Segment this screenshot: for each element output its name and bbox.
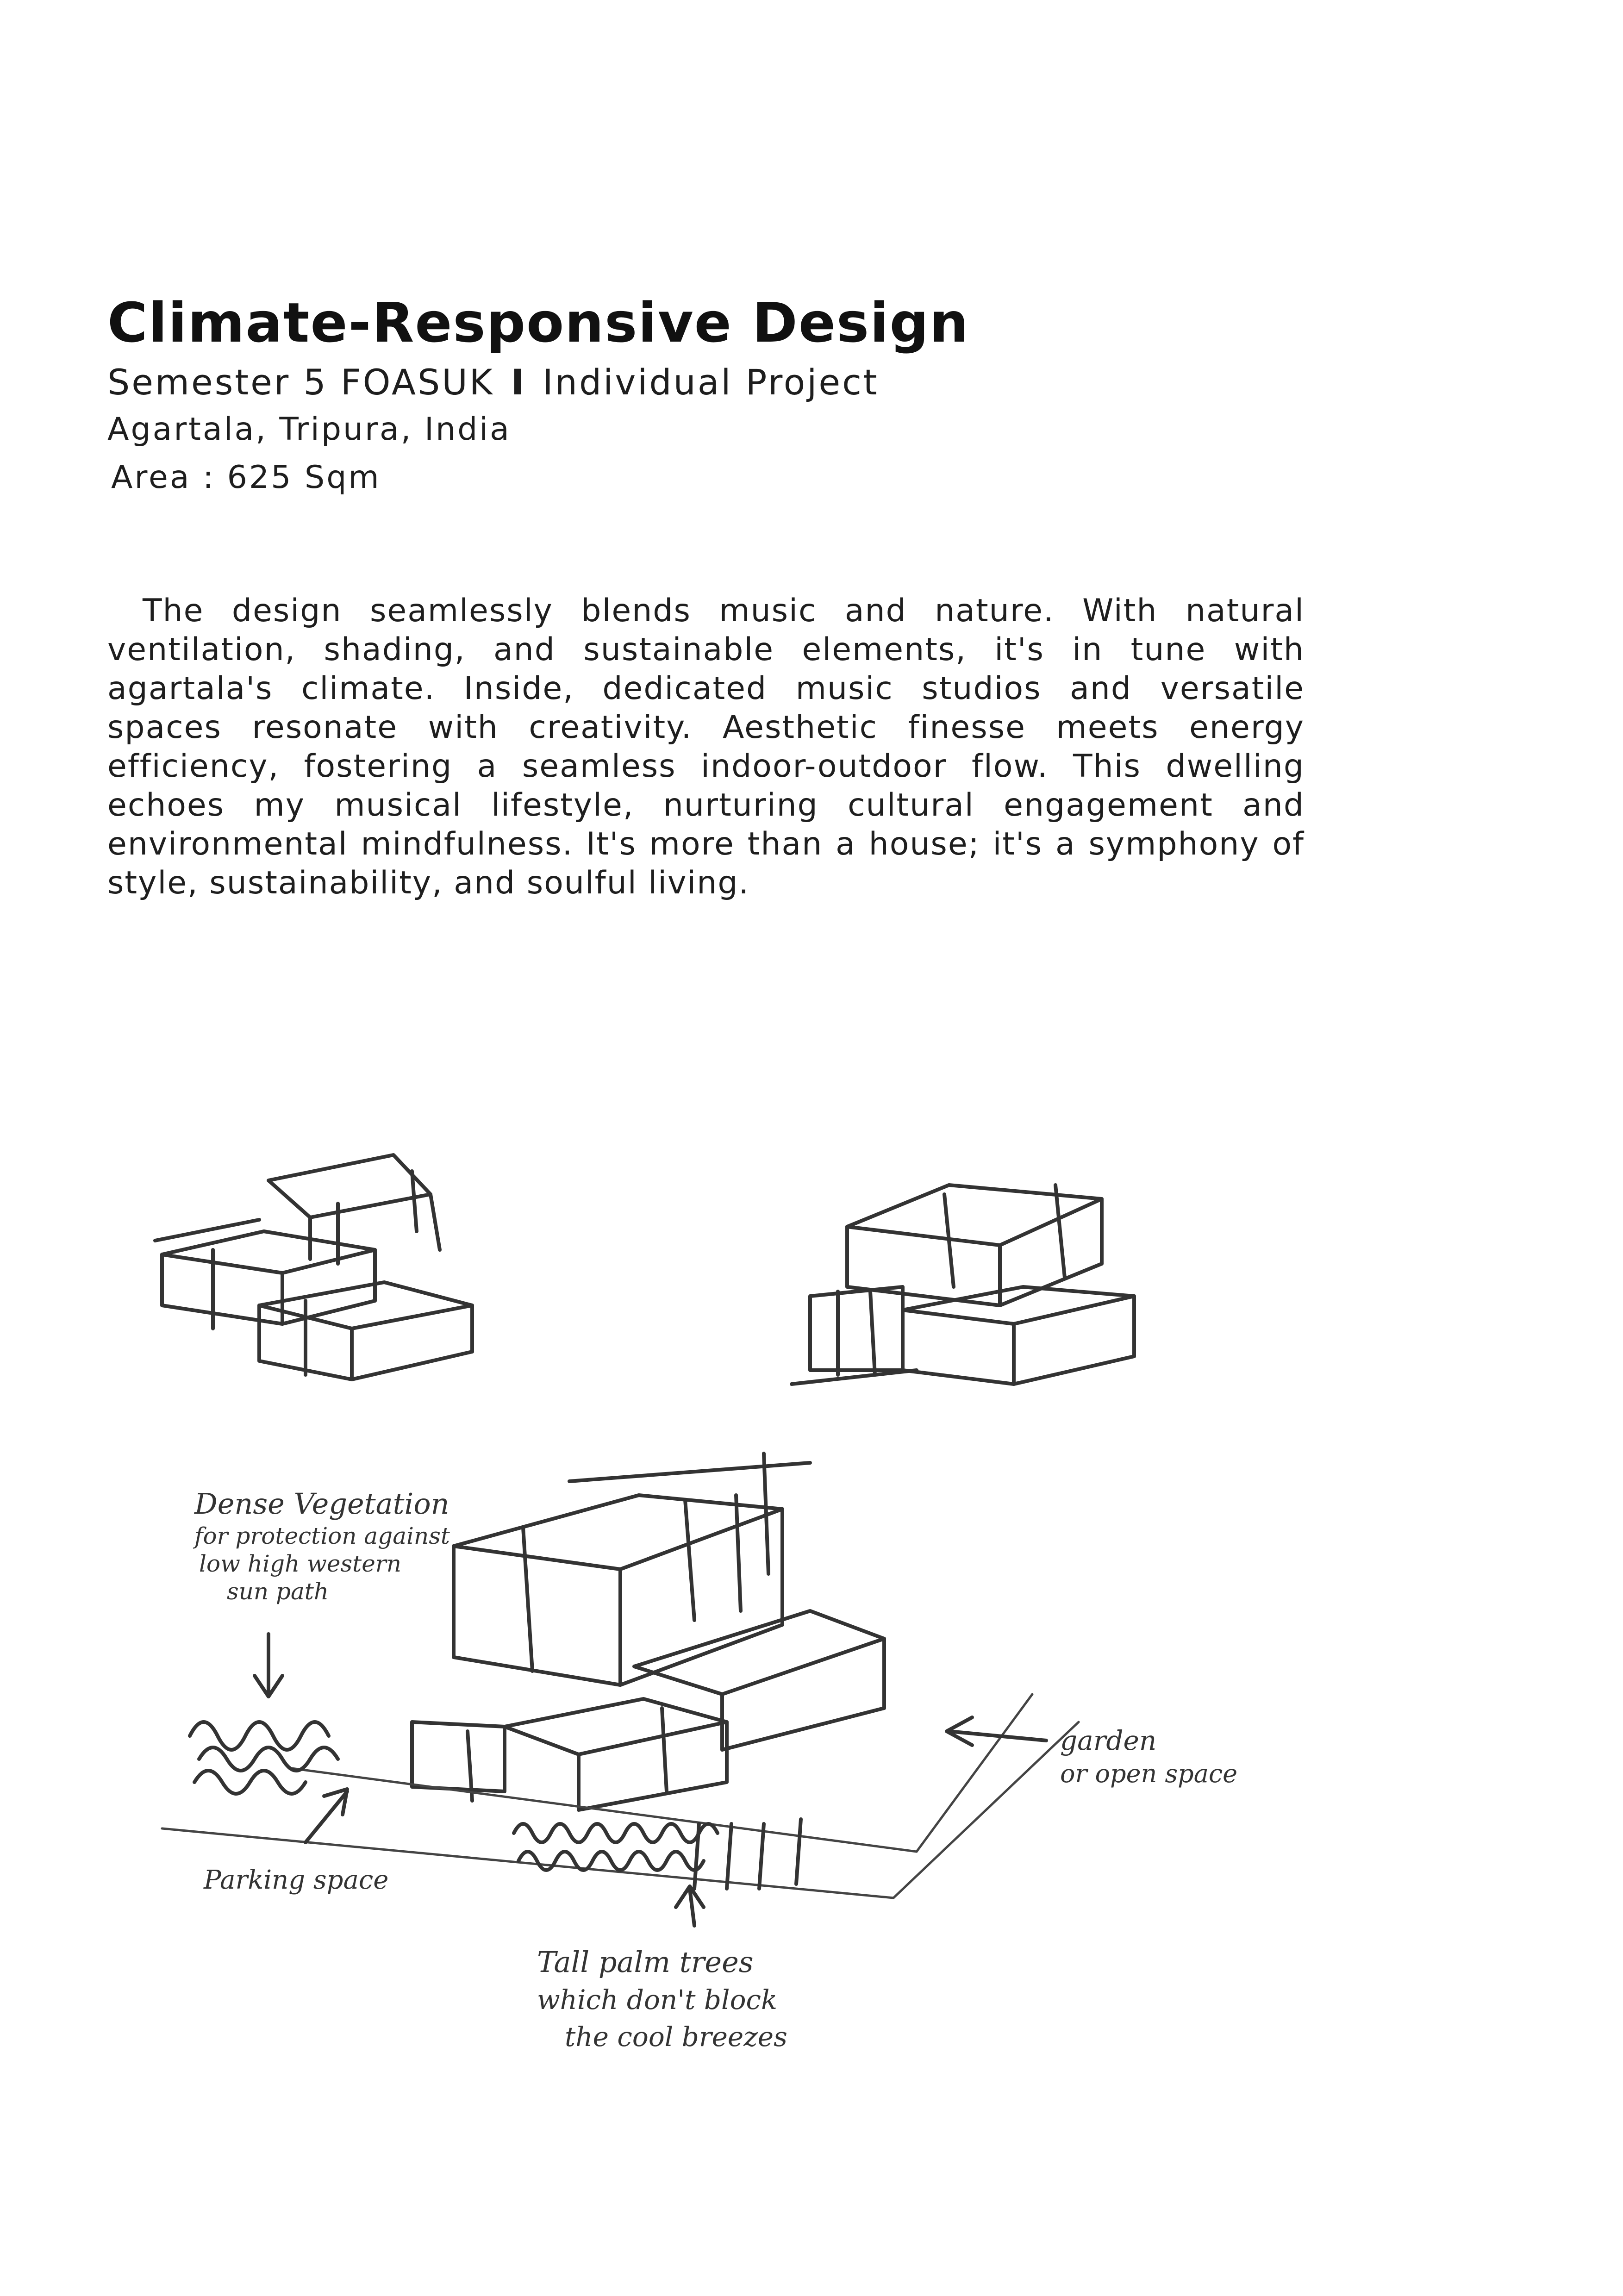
site-area: Area : 625 Sqm [111, 459, 381, 496]
subtitle [107, 359, 1311, 406]
annotation-garden-line-1: garden [1060, 1725, 1157, 1756]
header [107, 288, 1311, 502]
project-description: The design seamlessly blends music and nature. With natural ventilation, shading, and sustainable elements, it's in tune with agartala's climate. Inside, dedicated music studios and versatile spaces resonate with creativity. Aesthetic finesse meets energy efficiency, fostering a seamless indoor-outdoor flow. This dwelling echoes my musical lifestyle, nurturing cultural engagement and environmental mindfulness. It's more than a house; it's a symphony of style, sustainability, and soulful living. [107, 593, 1305, 901]
sketch-dense-vegetation [190, 1722, 338, 1794]
annotation-palms-line-1: Tall palm trees [537, 1945, 754, 1979]
annotation-palms-line-2: which don't block [537, 1984, 778, 2015]
semester-label: Semester 5 FOASUK [107, 362, 494, 403]
sketch-main-building-massing [412, 1454, 884, 1810]
subtitle-separator: I [511, 362, 526, 403]
annotation-palms-line-3: the cool breezes [565, 2021, 787, 2053]
annotation-garden-line-2: or open space [1060, 1759, 1238, 1788]
annotation-vegetation-line-4: sun path [227, 1578, 329, 1605]
sketch-mass-cluster-right [792, 1185, 1134, 1384]
location: Agartala, Tripura, India [107, 411, 511, 448]
page-title: Climate-Responsive Design [107, 291, 970, 355]
concept-sketch [153, 1111, 1238, 2083]
sketch-mass-cluster-left [155, 1155, 472, 1379]
annotation-parking: Parking space [204, 1865, 389, 1895]
annotation-vegetation-line-1: Dense Vegetation [194, 1487, 449, 1521]
project-type: Individual Project [543, 362, 879, 403]
annotation-vegetation-line-2: for protection against [194, 1522, 450, 1549]
annotation-vegetation-line-3: low high western [199, 1550, 401, 1577]
massing-sketch-drawing [153, 1111, 1238, 2083]
